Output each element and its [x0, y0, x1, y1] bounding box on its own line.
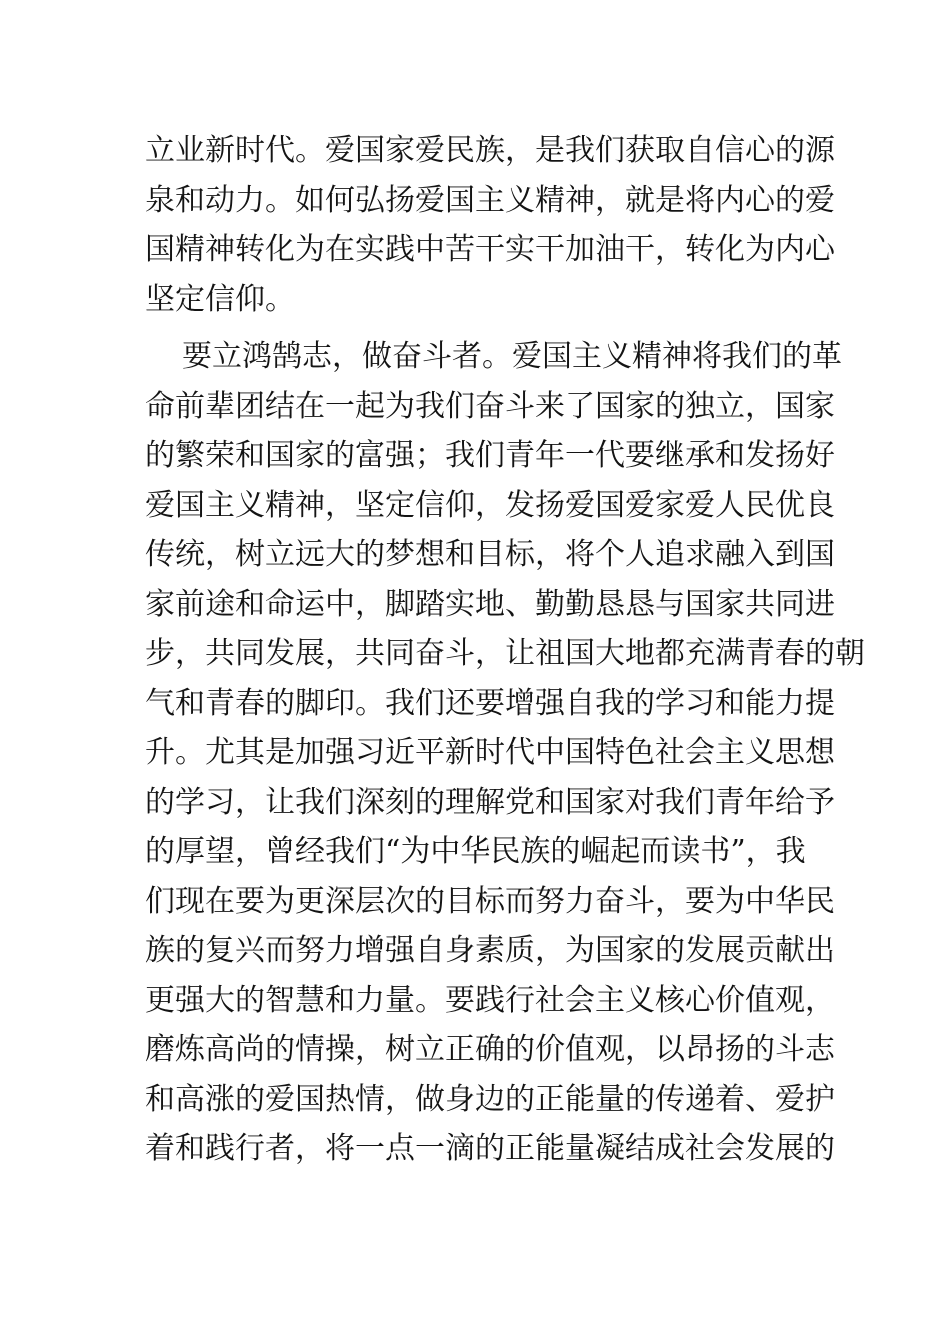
text-line: 的学习，让我们深刻的理解党和国家对我们青年给予 — [145, 784, 835, 820]
text-line: 的繁荣和国家的富强；我们青年一代要继承和发扬好 — [145, 438, 835, 473]
text-line: 要立鸿鹄志，做奋斗者。爱国主义精神将我们的革 — [182, 339, 842, 374]
paragraph-gap — [145, 324, 805, 332]
text-line: 步，共同发展，共同奋斗，让祖国大地都充满青春的朝 — [145, 636, 865, 671]
text-line: 磨炼高尚的情操，树立正确的价值观，以昂扬的斗志 — [145, 1032, 835, 1067]
text-line: 更强大的智慧和力量。要践行社会主义核心价值观， — [145, 982, 835, 1018]
text-line: 传统，树立远大的梦想和目标，将个人追求融入到国 — [145, 537, 835, 572]
text-line: 泉和动力。如何弘扬爱国主义精神，就是将内心的爱 — [145, 182, 835, 218]
text-line: 族的复兴而努力增强自身素质，为国家的发展贡献出 — [145, 933, 835, 968]
paragraph-2 — [145, 332, 865, 1174]
body-text — [145, 126, 865, 1174]
text-line: 国精神转化为在实践中苦干实干加油干，转化为内心 — [145, 232, 835, 267]
text-line: 命前辈团结在一起为我们奋斗来了国家的独立，国家 — [145, 388, 835, 424]
text-line: 坚定信仰。 — [145, 281, 295, 317]
text-line: 爱国主义精神，坚定信仰，发扬爱国爱家爱人民优良 — [145, 487, 835, 523]
text-line: 立业新时代。爱国家爱民族，是我们获取自信心的源 — [145, 133, 835, 168]
paragraph-1 — [145, 126, 835, 324]
text-line: 们现在要为更深层次的目标而努力奋斗，要为中华民 — [145, 883, 835, 919]
text-line: 着和践行者，将一点一滴的正能量凝结成社会发展的 — [145, 1131, 835, 1166]
text-line: 家前途和命运中，脚踏实地、勤勤恳恳与国家共同进 — [145, 586, 835, 622]
text-line: 升。尤其是加强习近平新时代中国特色社会主义思想 — [145, 735, 835, 770]
text-line: 和高涨的爱国热情，做身边的正能量的传递着、爱护 — [145, 1081, 835, 1117]
text-line: 的厚望，曾经我们“为中华民族的崛起而读书”，我 — [145, 834, 806, 869]
text-line: 气和青春的脚印。我们还要增强自我的学习和能力提 — [145, 685, 835, 721]
